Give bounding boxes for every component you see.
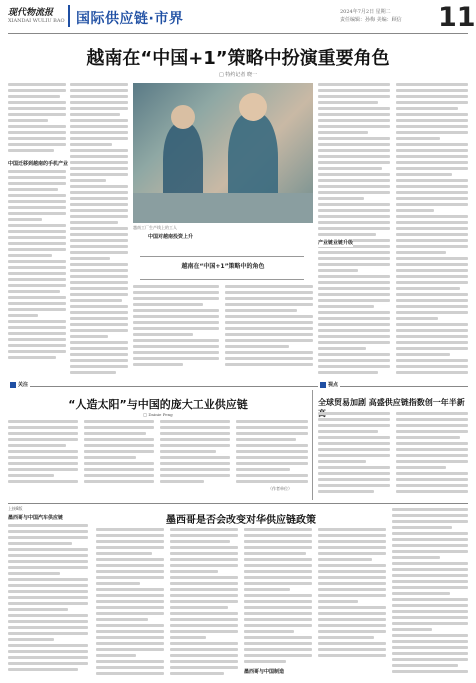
bottom-body xyxy=(96,528,386,680)
top-column-2 xyxy=(70,83,128,383)
bottom-mid-subhead: 墨西哥与中国制造 xyxy=(244,669,285,675)
section-title: 国际供应链·市界 xyxy=(76,11,184,27)
pullquote: 越南在“中国+1”策略中的角色 xyxy=(181,263,265,270)
masthead-rule xyxy=(8,33,468,34)
top-column-6 xyxy=(396,83,468,383)
paper-subtitle: XIANDAI WULIU BAO xyxy=(8,18,65,24)
mid-left-body xyxy=(8,420,308,490)
mid-column-divider xyxy=(312,390,313,500)
masthead xyxy=(0,0,476,34)
editor-credit: 责任编辑：孙梅 美编：顾信 xyxy=(340,17,402,23)
tag-focus-marker xyxy=(10,382,16,388)
section-rule-top xyxy=(8,386,468,387)
mid-right-body xyxy=(318,412,468,502)
paper-name: 现代物流报 xyxy=(8,8,54,18)
subhead-phone-industry: 中国迁移到越南的手机产业 xyxy=(8,161,69,167)
issue-date: 2024年7月2日 星期二 xyxy=(340,9,391,15)
bottom-headline: 墨西哥是否会改变对华供应链政策 xyxy=(166,515,316,526)
subhead-investment: 中国对越南投资上升 xyxy=(148,234,194,240)
factory-workers-photo xyxy=(133,83,313,223)
tag-viewpoint-marker xyxy=(320,382,326,388)
mid-right-headline: 全球贸易加剧 高盛供应链指数创一年半新 xyxy=(318,398,465,407)
paper-logo xyxy=(8,5,68,29)
top-column-3 xyxy=(133,285,219,385)
bottom-column-1 xyxy=(8,524,88,679)
mid-left-author-note: （作者单位） xyxy=(268,486,292,491)
subhead-industry-upgrade: 产业链业链升级 xyxy=(318,240,354,246)
bottom-left-subhead: 墨西哥与中国汽车供应链 xyxy=(8,515,64,521)
tag-focus xyxy=(8,381,30,388)
tag-viewpoint xyxy=(318,381,340,388)
mid-left-headline: “人造太阳”与中国的庞大工业供应链 xyxy=(68,398,248,411)
masthead-divider xyxy=(68,5,70,27)
photo-caption: 越南工厂生产线上的工人 xyxy=(133,225,177,230)
top-column-1b xyxy=(8,170,66,370)
top-column-5 xyxy=(318,83,390,383)
page-number: 11 xyxy=(438,2,476,33)
tag-viewpoint-label: 视点 xyxy=(328,382,339,388)
bottom-column-right xyxy=(392,508,468,680)
continued-tag: 上接8版 xyxy=(8,506,23,511)
mid-left-byline: □ Dainie Peng xyxy=(143,412,173,417)
section-rule-bottom xyxy=(8,503,468,504)
tag-focus-label: 关注 xyxy=(18,382,29,388)
top-column-4 xyxy=(225,285,313,385)
top-headline: 越南在“中国+1”策略中扮演重要角色 xyxy=(86,48,390,69)
top-byline: □ 特约记者 晓一 xyxy=(219,72,257,78)
